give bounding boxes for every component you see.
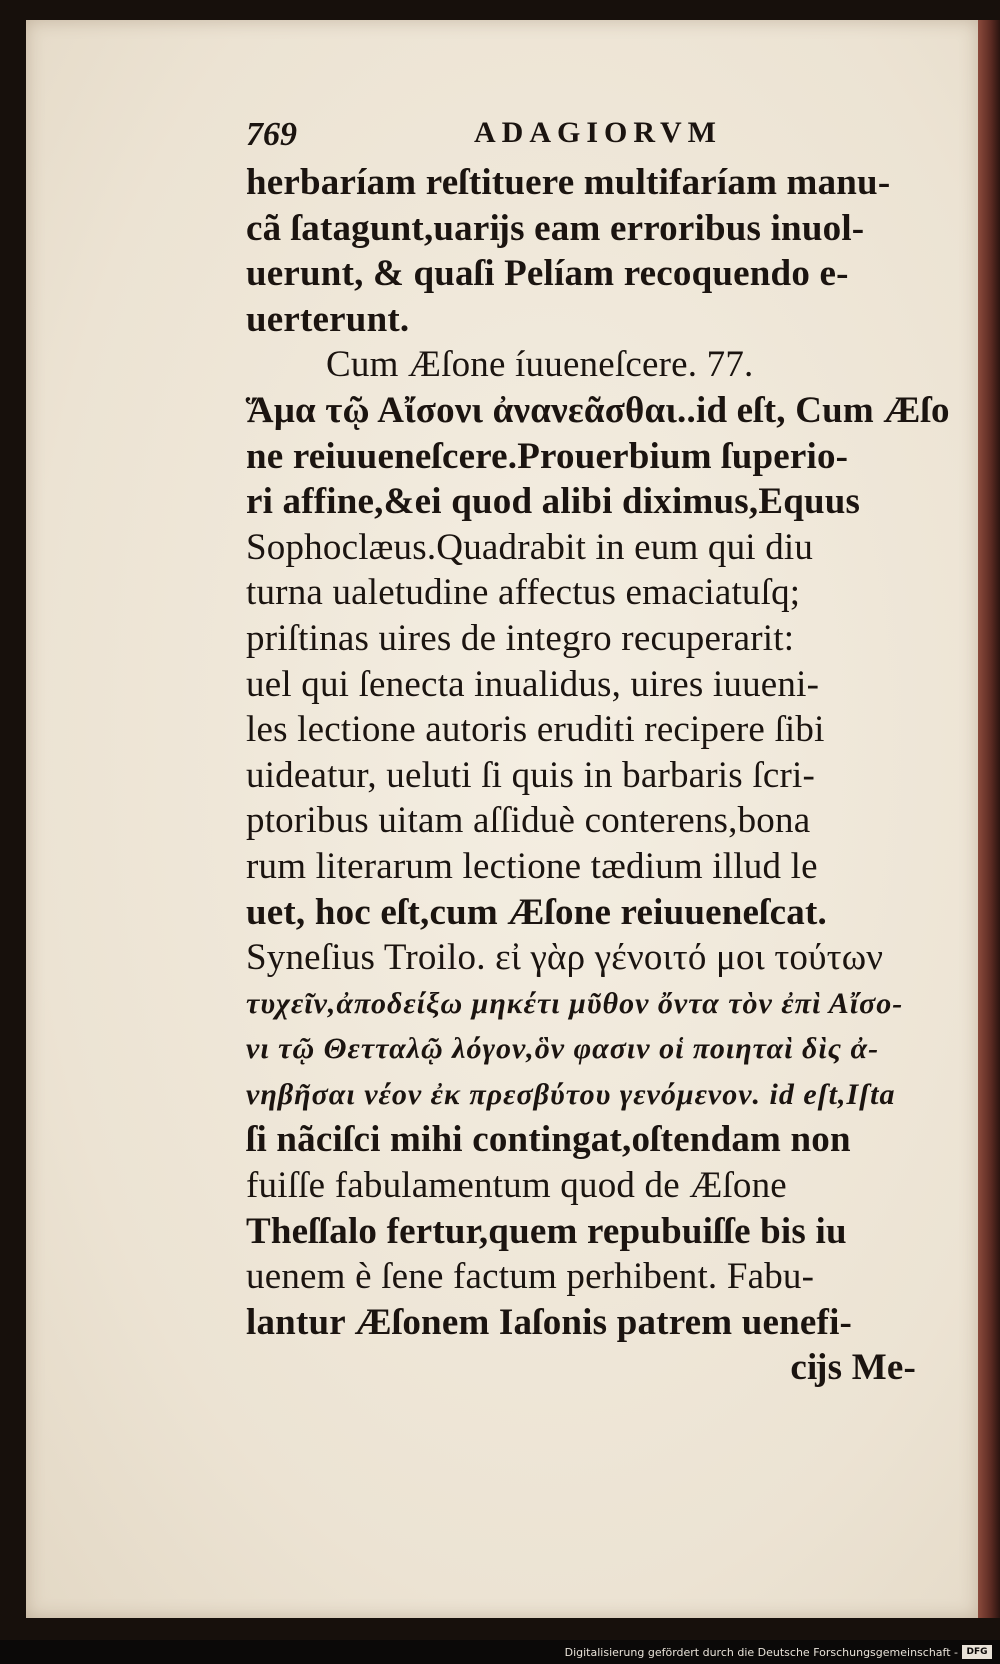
text-line: rum literarum lectione tædium illud le — [246, 845, 818, 887]
text-line: turna ualetudine affectus emaciatuſq; — [246, 572, 801, 614]
text-line: uet, hoc eſt,cum Æſone reiuueneſcat. — [246, 891, 827, 933]
text-line: lantur Æſonem Iaſonis patrem uenefi- — [246, 1301, 853, 1343]
digitization-footer — [0, 1640, 1000, 1664]
catchword: cĳs Me- — [790, 1347, 916, 1389]
text-line: ſi nãciſci mihi contingat,oſtendam non — [246, 1119, 851, 1161]
text-line: ri affine,&ei quod alibi diximus,Equus — [246, 481, 861, 523]
text-line: uel qui ſenecta inualidus, uires iuueni- — [246, 663, 820, 705]
text-line: Syneſius Troilo. εἰ γὰρ γένοιτό μοι τούτων — [246, 937, 884, 979]
text-line: Ἅμα τῷ Αἴσονι ἀνανεᾶσθαι..id eſt, Cum Æſo — [246, 389, 950, 431]
text-line: ptoribus uitam aſſiduè conterens,bona — [246, 800, 811, 842]
text-line: ne reiuueneſcere.Prouerbium ſuperio- — [246, 435, 849, 477]
text-line: cã ſatagunt,uarĳs eam erroribus inuol- — [246, 207, 865, 249]
text-line: uenem è ſene factum perhibent. Fabu- — [246, 1256, 815, 1298]
running-head: ADAGIORVM — [474, 116, 722, 149]
text-line: uerunt, & quaſi Pelíam recoquendo e- — [246, 253, 849, 295]
text-line: herbaríam reſtituere multifaríam manu- — [246, 162, 891, 203]
text-line: les lectione autoris eruditi recipere ſibi — [246, 709, 825, 751]
text-line: uideatur, ueluti ſi quis in barbaris ſcri- — [246, 754, 815, 796]
page-header — [246, 116, 946, 156]
text-line: τυχεῖν,ἀποδείξω μηκέτι μῦθον ὄντα τὸν ἐπὶ Αἴσο- — [246, 986, 904, 1020]
text-line: νηβῆσαι νέον ἐκ πρεσβύτου γενόμενον. id eſt,Iſta — [246, 1077, 896, 1111]
adage-title: Cum Æſone íuueneſcere. 77. — [326, 344, 754, 386]
footer-credit: Digitalisierung gefördert durch die Deutsche Forschungsgemeinschaft - — [564, 1646, 958, 1659]
text-line: priſtinas uires de integro recuperarit: — [246, 617, 795, 659]
text-line: Theſſalo fertur,quem repubuiſſe bis iu — [246, 1210, 847, 1252]
book-edge — [978, 20, 1000, 1618]
text-line: uerterunt. — [246, 298, 410, 340]
text-line: fuiſſe fabulamentum quod de Æſone — [246, 1165, 787, 1207]
dfg-logo: DFG — [962, 1645, 992, 1659]
text-line: νι τῷ Θετταλῷ λόγον,ὃν φασιν οἱ ποιηταὶ δὶς ἀ- — [246, 1032, 880, 1066]
page-number: 769 — [246, 116, 297, 153]
text-line: Sophoclæus.Quadrabit in eum qui diu — [246, 526, 814, 568]
body-text — [246, 160, 950, 1391]
